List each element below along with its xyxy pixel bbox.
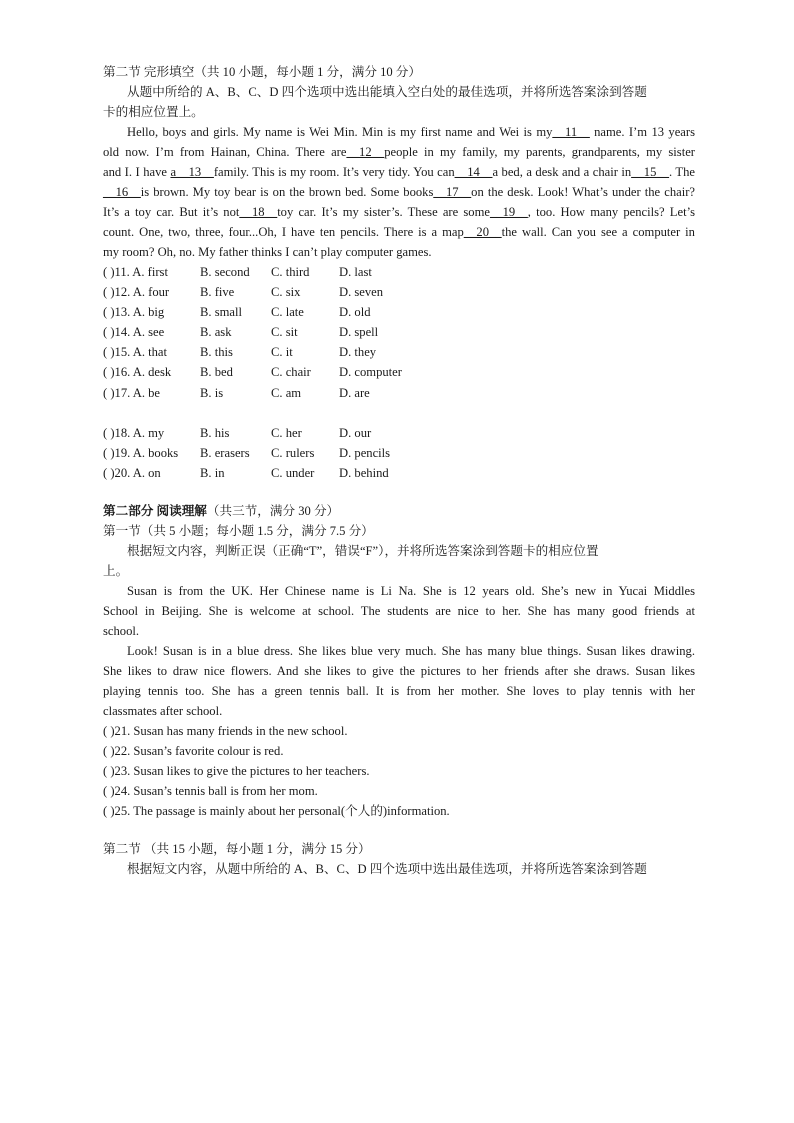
cloze-question-row xyxy=(103,342,695,362)
answer-option: C. chair xyxy=(271,365,311,380)
blank-number: __12__ xyxy=(346,145,385,159)
answer-option: B. is xyxy=(200,385,224,400)
answer-option: B. this xyxy=(200,345,233,360)
cloze-question-row xyxy=(103,443,695,463)
passage-text: family. This is my room. It’s very tidy. You can xyxy=(213,165,455,179)
reading-paragraph-line: Look! Susan is in a blue dress. She likes blue very much. She has many blue things. Susan likes drawing. xyxy=(127,643,695,658)
question-number-and-option-a: ( )11. A. first xyxy=(103,265,168,279)
answer-option: B. ask xyxy=(200,325,232,340)
passage-text: and I. I have xyxy=(103,165,171,179)
answer-option: B. bed xyxy=(200,365,233,380)
answer-option: B. in xyxy=(200,465,225,480)
answer-option: D. computer xyxy=(339,365,402,380)
question-number-and-option-a: ( )19. A. books xyxy=(103,445,179,460)
passage-text: old now. I’m from Hainan, China. There are xyxy=(103,145,347,159)
blank-number: __18__ xyxy=(239,205,278,219)
cloze-passage-line xyxy=(103,202,695,222)
passage-text: people in my family, my parents, grandparents, my sister xyxy=(384,145,695,159)
cloze-passage-line xyxy=(103,222,695,242)
answer-option: D. seven xyxy=(339,285,384,300)
answer-option: D. last xyxy=(339,265,372,279)
true-false-question: ( )21. Susan has many friends in the new school. xyxy=(103,723,348,738)
blank-number: __19__ xyxy=(489,205,528,219)
answer-option: D. old xyxy=(339,305,371,320)
cloze-passage-line xyxy=(103,162,695,182)
passage-text: my room? Oh, no. My father thinks I can’t play computer games. xyxy=(103,245,432,259)
reading-paragraph-line: classmates after school. xyxy=(103,703,223,718)
cloze-passage-line xyxy=(103,182,695,202)
true-false-question: ( )23. Susan likes to give the pictures to her teachers. xyxy=(103,763,370,778)
passage-text: count. One, two, three, four...Oh, I have ten pencils. There is a map xyxy=(103,225,464,239)
reading-instructions-line-2: 上。 xyxy=(103,563,129,578)
section-two-instructions: 根据短文内容，从题中所给的 A、B、C、D 四个选项中选出最佳选项，并将所选答案涂到答题 xyxy=(127,861,647,876)
passage-text: . The xyxy=(668,165,695,179)
exam-page xyxy=(103,62,695,879)
reading-paragraph-line: School in Beijing. She is welcome at school. The students are nice to her. She has many good friends at xyxy=(103,603,695,618)
answer-option: C. her xyxy=(271,425,302,440)
true-false-question: ( )22. Susan’s favorite colour is red. xyxy=(103,743,284,758)
reading-paragraph-2 xyxy=(103,641,695,721)
cloze-question-row xyxy=(103,423,695,443)
blank-number: __15__ xyxy=(631,165,669,179)
passage-text: a bed, a desk and a chair in xyxy=(492,165,632,179)
reading-paragraph-line: school. xyxy=(103,623,140,638)
answer-option: D. our xyxy=(339,425,372,440)
true-false-question: ( )24. Susan’s tennis ball is from her mom. xyxy=(103,783,318,798)
answer-option: B. small xyxy=(200,305,242,320)
answer-option: C. under xyxy=(271,465,315,480)
reading-part-title: 第二部分 阅读理解 xyxy=(103,503,207,518)
answer-option: B. five xyxy=(200,285,235,300)
answer-option: C. late xyxy=(271,305,304,320)
blank-number: a__13__ xyxy=(170,165,214,179)
reading-instructions-line-1: 根据短文内容，判断正误（正确“T”，错误“F”），并将所选答案涂到答题卡的相应位置 xyxy=(127,543,599,558)
answer-option: C. rulers xyxy=(271,445,315,460)
answer-option: B. erasers xyxy=(200,445,250,460)
answer-option: D. they xyxy=(339,345,377,360)
reading-paragraph-line: playing tennis too. She has a green tennis ball. It is from her mother. She loves to play tennis with her xyxy=(103,683,695,698)
true-false-questions xyxy=(103,721,695,821)
reading-section-one-heading: 第一节（共 5 小题；每小题 1.5 分，满分 7.5 分） xyxy=(103,523,374,538)
answer-option: C. six xyxy=(271,285,301,300)
answer-option: C. sit xyxy=(271,325,298,340)
answer-option: D. behind xyxy=(339,465,389,480)
cloze-passage-line xyxy=(103,142,695,162)
question-number-and-option-a: ( )15. A. that xyxy=(103,345,168,360)
passage-text: on the desk. Look! What’s under the chair? xyxy=(471,185,695,199)
blank-number: __16__ xyxy=(103,185,141,199)
passage-text: is brown. My toy bear is on the brown bed. Some books xyxy=(140,185,434,199)
cloze-question-row xyxy=(103,463,695,483)
cloze-questions-group-a xyxy=(103,262,695,403)
question-number-and-option-a: ( )14. A. see xyxy=(103,325,165,340)
answer-option: C. third xyxy=(271,265,310,279)
cloze-question-row xyxy=(103,282,695,302)
question-number-and-option-a: ( )16. A. desk xyxy=(103,365,172,380)
answer-option: D. are xyxy=(339,385,370,400)
reading-paragraph-1 xyxy=(103,581,695,641)
answer-option: C. am xyxy=(271,385,302,400)
cloze-instructions-line-1: 从题中所给的 A、B、C、D 四个选项中选出能填入空白处的最佳选项，并将所选答案涂到答题 xyxy=(127,85,647,99)
question-number-and-option-a: ( )12. A. four xyxy=(103,285,170,300)
passage-text: Hello, boys and girls. My name is Wei Min. Min is my first name and Wei is my xyxy=(127,125,553,139)
cloze-instructions-line-2: 卡的相应位置上。 xyxy=(103,105,204,119)
cloze-question-row xyxy=(103,383,695,403)
answer-option: B. second xyxy=(200,265,250,279)
answer-option: C. it xyxy=(271,345,293,360)
passage-text: the wall. Can you see a computer in xyxy=(501,225,695,239)
cloze-passage-line xyxy=(103,122,695,142)
passage-text: toy car. It’s my sister’s. These are some xyxy=(277,205,490,219)
passage-text: name. I’m 13 years xyxy=(589,125,695,139)
section-two-heading: 第二节 （共 15 小题，每小题 1 分，满分 15 分） xyxy=(103,841,371,856)
cloze-question-row xyxy=(103,362,695,382)
answer-option: D. pencils xyxy=(339,445,391,460)
blank-number: __17__ xyxy=(433,185,472,199)
reading-part-heading xyxy=(103,501,695,521)
passage-text: It’s a toy car. But it’s not xyxy=(103,205,240,219)
question-number-and-option-a: ( )18. A. my xyxy=(103,425,165,440)
cloze-question-row xyxy=(103,322,695,342)
cloze-question-row xyxy=(103,302,695,322)
answer-option: D. spell xyxy=(339,325,379,340)
blank-number: __20__ xyxy=(463,225,502,239)
blank-number: __14__ xyxy=(454,165,493,179)
reading-part-scoring: （共三节，满分 30 分） xyxy=(206,503,340,518)
reading-paragraph-line: She likes to draw nice flowers. And she likes to give the pictures to her friends after she draws. Susan likes xyxy=(103,663,695,678)
passage-text: , too. How many pencils? Let’s xyxy=(527,205,695,219)
cloze-heading: 第二节 完形填空（共 10 小题，每小题 1 分，满分 10 分） xyxy=(103,65,421,79)
cloze-question-row xyxy=(103,262,695,282)
question-number-and-option-a: ( )17. A. be xyxy=(103,385,161,400)
question-number-and-option-a: ( )20. A. on xyxy=(103,465,161,480)
cloze-passage-line xyxy=(103,242,695,262)
reading-paragraph-line: Susan is from the UK. Her Chinese name is Li Na. She is 12 years old. She’s new in Yucai Middles xyxy=(127,583,695,598)
true-false-question: ( )25. The passage is mainly about her personal(个人的)information. xyxy=(103,803,450,818)
cloze-questions-group-b xyxy=(103,423,695,483)
blank-number: __11__ xyxy=(552,125,590,139)
answer-option: B. his xyxy=(200,425,230,440)
question-number-and-option-a: ( )13. A. big xyxy=(103,305,165,320)
cloze-passage xyxy=(103,122,695,262)
